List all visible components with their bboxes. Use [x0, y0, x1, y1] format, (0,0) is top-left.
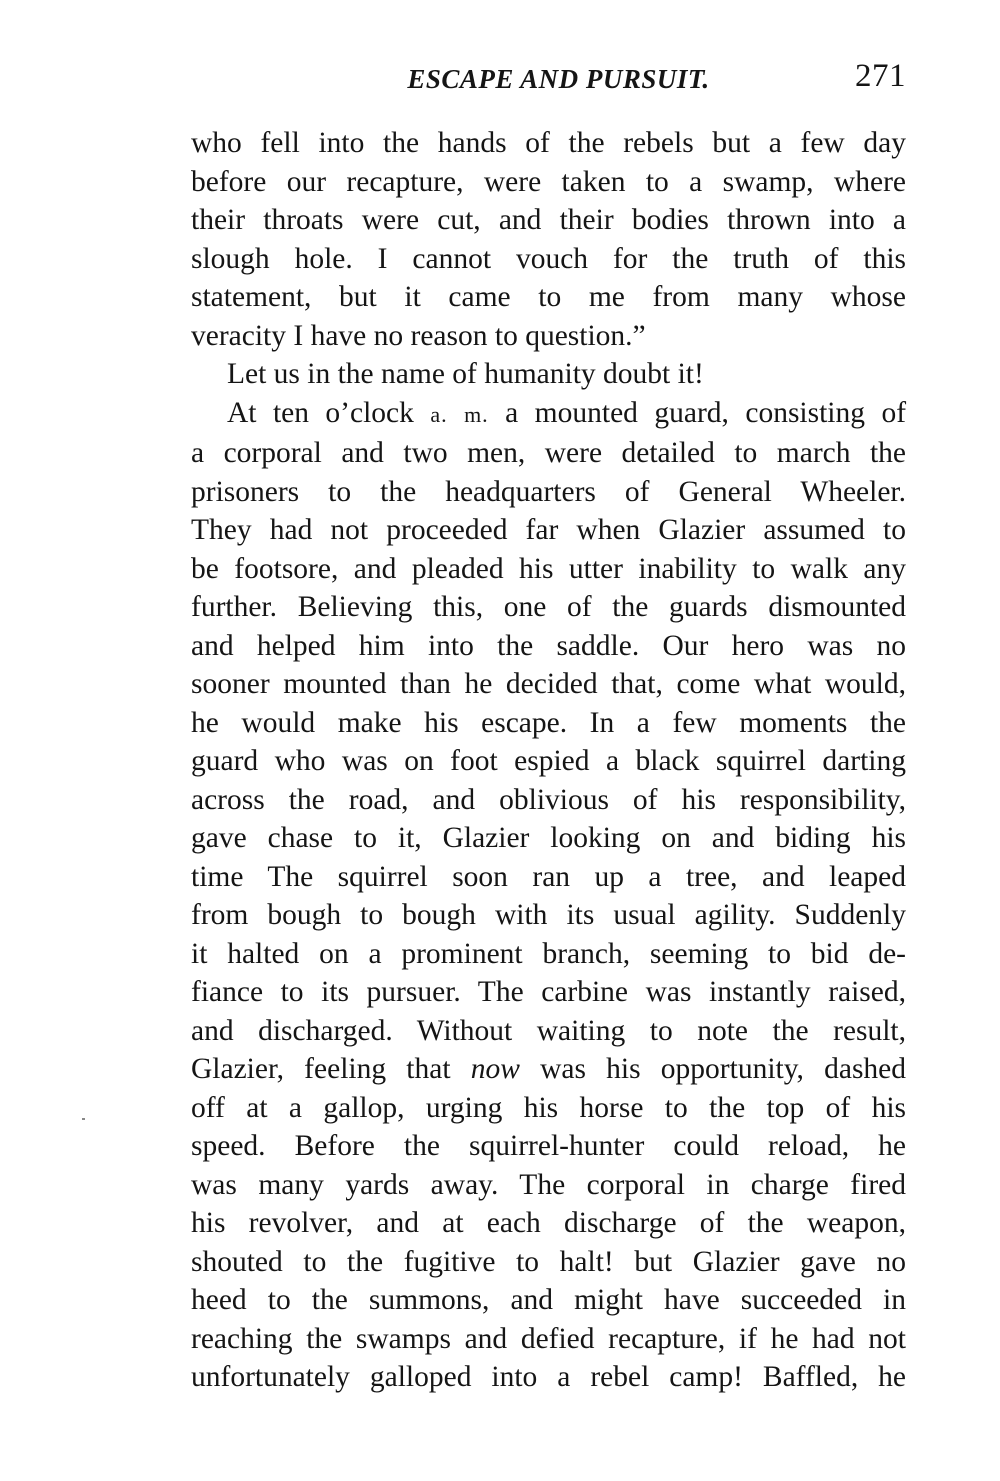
text-line: They had not proceeded far when Glazier assumed to — [191, 514, 906, 546]
text-line: prisoners to the headquarters of General Wheeler. — [191, 475, 906, 508]
text-line: shouted to the fugitive to halt! but Glazier gave no — [191, 1245, 906, 1278]
text-line: his revolver, and at each discharge of the weapon, — [191, 1207, 906, 1239]
text-line: veracity I have no reason to question.” — [191, 319, 646, 352]
running-header — [191, 56, 906, 100]
text-line — [191, 1050, 906, 1089]
text-line: slough hole. I cannot vouch for the truth of this — [191, 242, 906, 275]
text-line: guard who was on foot espied a black squirrel darting — [191, 745, 906, 777]
text-line: was many yards away. The corporal in charge fired — [191, 1168, 906, 1201]
text-line: fiance to its pursuer. The carbine was instantly raised, — [191, 976, 906, 1008]
text-span: a mounted guard, consisting of — [505, 396, 907, 429]
running-title: ESCAPE AND PURSUIT. — [407, 64, 710, 94]
text-line: gave chase to it, Glazier looking on and biding his — [191, 822, 906, 854]
text-line: off at a gallop, urging his horse to the top of his — [191, 1091, 906, 1124]
text-line: further. Believing this, one of the guards dismounted — [191, 591, 906, 623]
text-line: unfortunately galloped into a rebel camp! Baffled, he — [191, 1361, 906, 1393]
italic-word: now — [470, 1053, 520, 1085]
text-line: their throats were cut, and their bodies thrown into a — [191, 204, 906, 236]
page-number: 271 — [855, 58, 906, 94]
book-page — [191, 56, 906, 1397]
text-line: a corporal and two men, were detailed to march the — [191, 437, 906, 469]
text-line: time The squirrel soon ran up a tree, and leaped — [191, 860, 906, 893]
time-abbrev-a: a. — [430, 401, 448, 427]
text-line: heed to the summons, and might have succeeded in — [191, 1284, 906, 1316]
text-span: At ten o’clock — [227, 396, 414, 429]
margin-speck — [82, 1118, 85, 1120]
text-line — [191, 394, 906, 435]
text-line: sooner mounted than he decided that, come what would, — [191, 668, 906, 700]
time-abbrev-m: m. — [464, 401, 489, 427]
text-line: across the road, and oblivious of his responsibility, — [191, 783, 906, 816]
body-text — [191, 124, 906, 1397]
text-line: statement, but it came to me from many whose — [191, 281, 906, 313]
text-line: who fell into the hands of the rebels but a few day — [191, 127, 906, 159]
text-line: and discharged. Without waiting to note the result, — [191, 1014, 906, 1047]
text-line: Let us in the name of humanity doubt it! — [227, 358, 704, 390]
text-line: from bough to bough with its usual agility. Suddenly — [191, 899, 906, 931]
text-span: was his opportunity, dashed — [540, 1053, 907, 1085]
text-line: reaching the swamps and defied recapture, if he had not — [191, 1322, 906, 1355]
text-span: Glazier, feeling that — [191, 1053, 451, 1085]
text-line: he would make his escape. In a few moments the — [191, 706, 906, 739]
text-line: speed. Before the squirrel-hunter could reload, he — [191, 1130, 906, 1162]
text-line: be footsore, and pleaded his utter inability to walk any — [191, 552, 906, 585]
text-line: before our recapture, were taken to a swamp, where — [191, 165, 906, 198]
text-line: and helped him into the saddle. Our hero was no — [191, 629, 906, 662]
text-line: it halted on a prominent branch, seeming to bid de- — [191, 937, 906, 970]
